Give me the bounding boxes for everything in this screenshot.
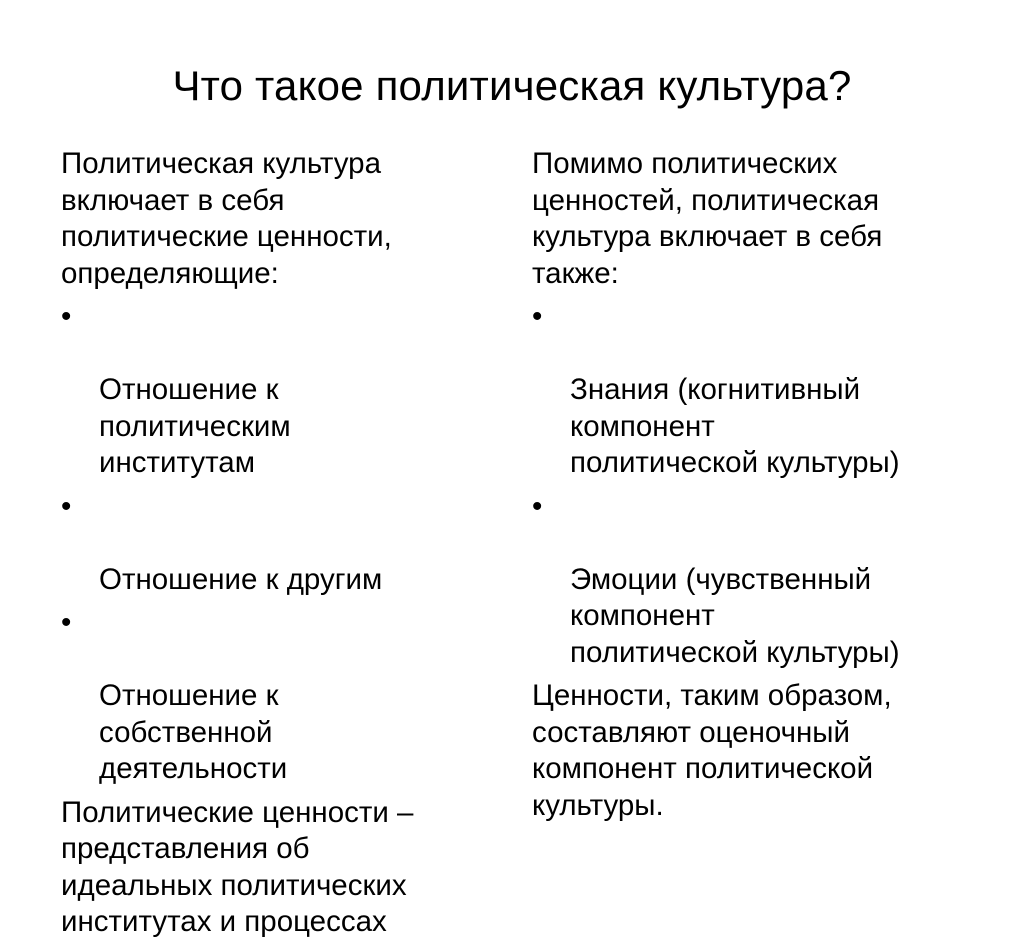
right-intro-text: Помимо политических ценностей, политическая культура включает в себя также: — [532, 147, 883, 290]
slide-title: Что такое политическая культура? — [172, 62, 852, 109]
right-outro-text: Ценности, таким образом, составляют оценочный компонент политической культуры. — [532, 679, 892, 822]
bullet-icon: • — [61, 489, 72, 523]
right-bullet-text: Эмоции (чувственный компонент политической культуры) — [570, 562, 900, 669]
left-column — [61, 146, 491, 948]
left-bullet-text: Отношение к собственной деятельности — [99, 679, 288, 785]
left-bullet-list — [61, 299, 491, 788]
bullet-icon: • — [532, 300, 543, 333]
left-bullet-text: Отношение к политическим институтам — [99, 373, 291, 479]
right-bullet-item — [532, 299, 972, 482]
left-bullet-item — [61, 489, 491, 599]
right-bullet-text: Знания (когнитивный компонент политической культуры) — [570, 373, 900, 479]
left-intro-text: Политическая культура включает в себя политические ценности, определяющие: — [61, 147, 392, 290]
bullet-icon: • — [532, 489, 543, 523]
right-bullet-item — [532, 489, 972, 672]
bullet-icon: • — [61, 606, 72, 639]
left-outro-text: Политические ценности – представления об идеальных политических институтах и процессах — [61, 795, 414, 938]
left-bullet-item — [61, 299, 491, 482]
left-bullet-item — [61, 605, 491, 788]
right-column — [532, 146, 972, 831]
right-bullet-list — [532, 299, 972, 671]
left-bullet-text: Отношение к другим — [99, 562, 383, 596]
bullet-icon: • — [61, 300, 72, 333]
